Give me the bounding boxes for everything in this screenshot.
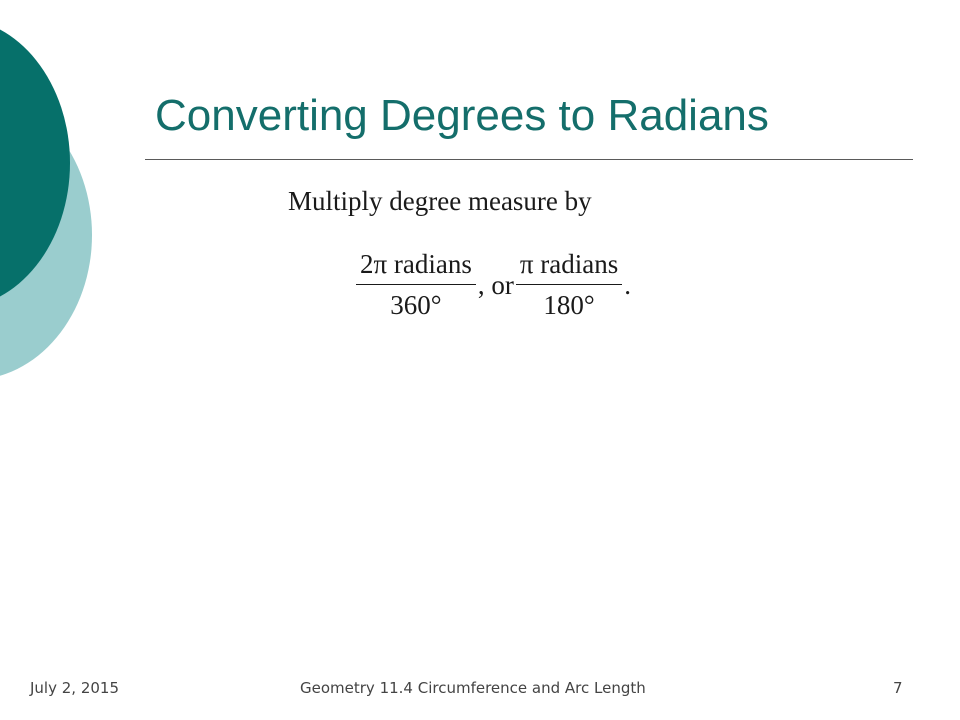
footer-page-number: 7 xyxy=(893,679,903,697)
fraction-2pi-over-360 xyxy=(356,250,476,320)
fraction-numerator: π radians xyxy=(519,249,619,279)
fraction-denominator: 180° xyxy=(543,289,595,320)
footer-date: July 2, 2015 xyxy=(30,679,119,697)
fraction-pi-over-180 xyxy=(516,250,622,320)
formula-period: . xyxy=(624,269,631,300)
instruction-text: Multiply degree measure by xyxy=(288,186,592,216)
fraction-numerator: 2π radians xyxy=(360,249,472,279)
fraction-denominator: 360° xyxy=(390,289,442,320)
footer-course-title: Geometry 11.4 Circumference and Arc Length xyxy=(300,679,646,697)
slide-title: Converting Degrees to Radians xyxy=(155,91,769,140)
title-divider xyxy=(145,159,913,160)
formula-separator: , or xyxy=(477,269,514,300)
conversion-formula xyxy=(356,250,633,320)
